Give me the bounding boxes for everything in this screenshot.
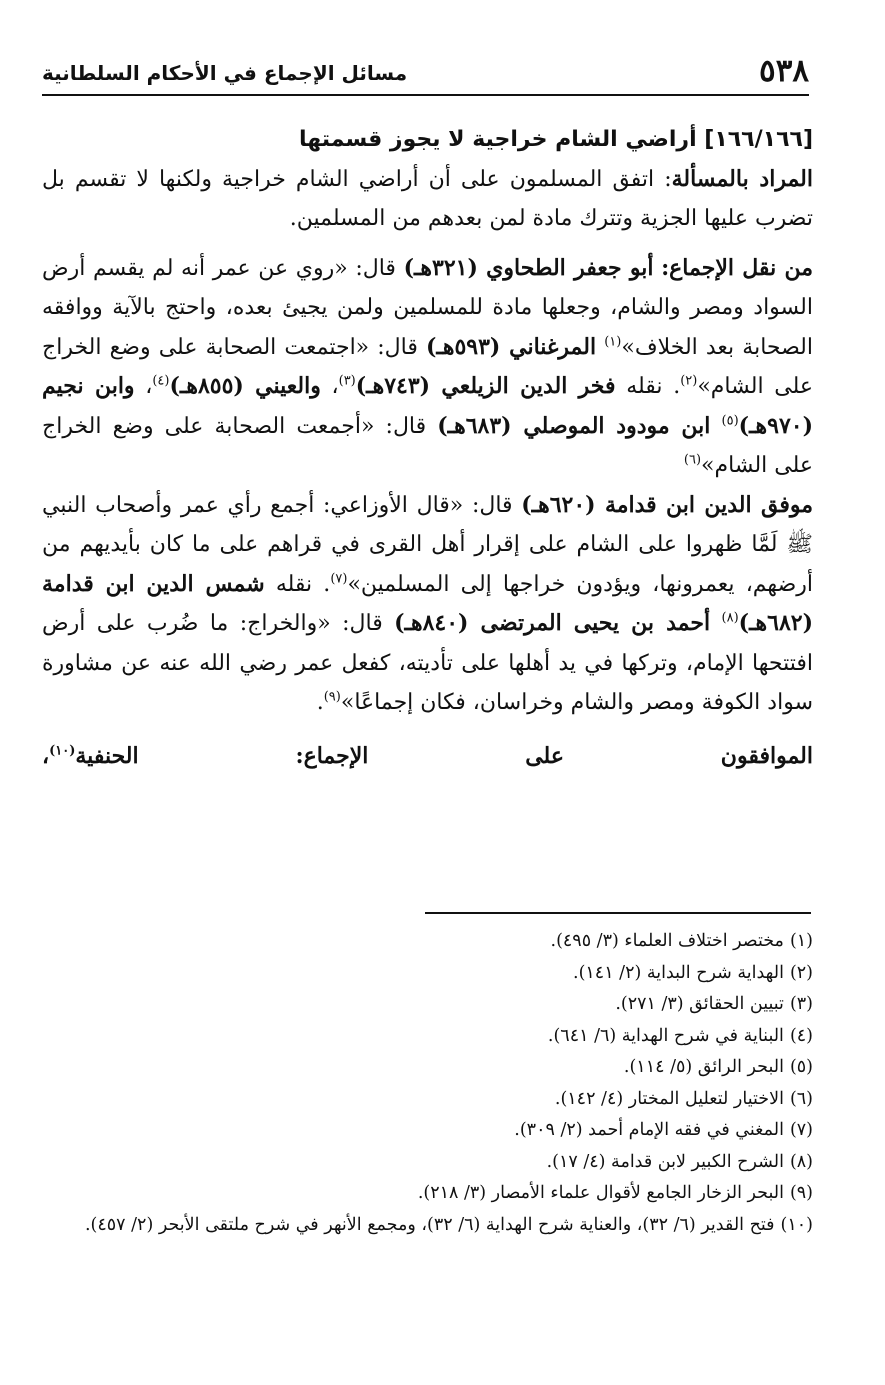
- scholar-name: شمس الدين ابن قدامة (٦٨٢هـ): [42, 570, 814, 636]
- note-ref: (٦): [683, 452, 702, 468]
- footnote-divider: [425, 912, 811, 914]
- transmitters-paragraph: [42, 249, 813, 486]
- intended-label: المراد بالمسألة: [671, 165, 813, 192]
- footnote-item: [42, 1147, 813, 1179]
- scholar-name: المرغناني (٥٩٣هـ): [426, 333, 597, 360]
- agreeing-paragraph: [42, 737, 813, 777]
- footnote-number: (٩): [789, 1183, 813, 1203]
- footnote-text: الهداية شرح البداية (٢/ ١٤١).: [573, 962, 784, 983]
- agreeing-tail: ،: [42, 742, 50, 769]
- footnote-number: (٥): [789, 1057, 813, 1077]
- note-ref: (٩): [323, 689, 341, 705]
- footnotes-list: [42, 926, 813, 1241]
- note-ref: (٥): [721, 413, 739, 429]
- scholar-name: وابن نجيم (٩٧٠هـ): [42, 373, 814, 439]
- footnote-item: [42, 1178, 813, 1210]
- footnote-text: البناية في شرح الهداية (٦/ ٦٤١).: [547, 1025, 784, 1046]
- quote-text: قال: «قال الأوزاعي: أجمع رأي عمر وأصحاب النبي ﷺ لَمَّا ظهروا على الشام على إقرار أهل القرى في قراهم على ما كان بأيديهم من أرضهم، يعمرونها، ويؤدون خراجها إلى المسلمين»: [42, 492, 813, 597]
- footnote-text: البحر الزخار الجامع لأقوال علماء الأمصار (٣/ ٢١٨).: [417, 1183, 784, 1203]
- footnote-number: (١): [789, 931, 813, 951]
- footnote-number: (٤): [789, 1025, 813, 1046]
- scholar-name: موفق الدين ابن قدامة (٦٢٠هـ): [521, 491, 813, 518]
- scholar-name: أحمد بن يحيى المرتضى (٨٤٠هـ): [394, 610, 711, 636]
- footnote-text: فتح القدير (٦/ ٣٢)، والعناية شرح الهداية (٦/ ٣٢)، ومجمع الأنهر في شرح ملتقى الأبحر (٢/ ٤٥٧).: [84, 1214, 775, 1235]
- note-ref: (٤): [152, 373, 170, 389]
- connector-text: ،: [320, 374, 339, 399]
- quote-text: قال: «والخراج: ما ضُرب على أرض افتتحها الإمام، وتركها في يد أهلها على تأديته، كفعل عمر رضي الله عنه عن مشاورة سواد الكوفة ومصر والشام وخراسان، فكان إجماعًا»: [42, 611, 813, 715]
- second-paragraph: [42, 486, 813, 723]
- page-number: ٥٣٨: [759, 53, 809, 89]
- footnote-item: [42, 926, 813, 958]
- quote-text: قال: «أجمعت الصحابة على وضع الخراج على الشام»: [42, 413, 813, 478]
- footnote-item: [42, 1115, 813, 1147]
- connector-text: [710, 611, 721, 636]
- intended-paragraph: [42, 160, 813, 239]
- footnote-text: تبيين الحقائق (٣/ ٢٧١).: [615, 994, 784, 1014]
- footnote-text: مختصر اختلاف العلماء (٣/ ٤٩٥).: [550, 931, 784, 951]
- intended-text: : اتفق المسلمون على أن أراضي الشام خراجية ولكنها لا تقسم بل تضرب عليها الجزية وتترك مادة لمن بعدهم من المسلمين.: [42, 166, 813, 231]
- issue-heading: [١٦٦/١٦٦] أراضي الشام خراجية لا يجوز قسمتها: [298, 127, 813, 152]
- connector-text: . نقله: [615, 374, 681, 399]
- scholar-name: ابن مودود الموصلي (٦٨٣هـ): [437, 412, 711, 439]
- footnote-item: [42, 1210, 813, 1242]
- scholar-name: أبو جعفر الطحاوي (٣٢١هـ): [403, 254, 654, 281]
- note-ref: (١٠): [49, 743, 76, 759]
- agreeing-label: الموافقون على الإجماع:: [295, 742, 813, 769]
- footnote-text: البحر الرائق (٥/ ١١٤).: [623, 1057, 784, 1077]
- footnote-number: (١٠): [780, 1214, 813, 1235]
- footnote-number: (٧): [789, 1120, 813, 1140]
- footnote-item: [42, 1021, 813, 1053]
- footnote-item: [42, 1052, 813, 1084]
- footnote-text: الشرح الكبير لابن قدامة (٤/ ١٧).: [546, 1151, 784, 1172]
- footnote-text: المغني في فقه الإمام أحمد (٢/ ٣٠٩).: [514, 1120, 784, 1140]
- footnote-item: [42, 1084, 813, 1116]
- connector-text: . نقله: [264, 571, 331, 597]
- scholar-name: فخر الدين الزيلعي (٧٤٣هـ): [355, 373, 616, 399]
- note-ref: (٧): [330, 571, 348, 587]
- quote-text: قال: «روي عن عمر أنه لم يقسم أرض السواد ومصر والشام، وجعلها مادة للمسلمين ولمن يجيئ بعده، واحتج بالآية ووافقه الصحابة بعد الخلاف»: [42, 255, 813, 360]
- note-ref: (٨): [721, 610, 739, 626]
- footnote-number: (٣): [789, 994, 813, 1014]
- page-header: [42, 48, 809, 96]
- agreeing-text: الحنفية: [75, 742, 296, 769]
- footnote-item: [42, 989, 813, 1021]
- main-text: [42, 120, 813, 776]
- running-title: مسائل الإجماع في الأحكام السلطانية: [42, 61, 408, 85]
- quote-text: قال: «اجتمعت الصحابة على وضع الخراج على الشام»: [42, 334, 813, 399]
- connector-text: .: [316, 690, 324, 715]
- footnote-number: (٢): [789, 962, 813, 983]
- scholar-name: والعيني (٨٥٥هـ): [169, 373, 321, 399]
- note-ref: (٣): [338, 373, 356, 389]
- footnote-item: [42, 958, 813, 990]
- note-ref: (١): [604, 334, 622, 350]
- footnote-number: (٨): [789, 1151, 813, 1172]
- connector-text: ،: [134, 374, 153, 399]
- footnote-number: (٦): [789, 1088, 813, 1109]
- footnote-text: الاختيار لتعليل المختار (٤/ ١٤٢).: [554, 1088, 784, 1109]
- connector-text: [710, 414, 721, 439]
- note-ref: (٢): [680, 373, 698, 389]
- transmitters-label: من نقل الإجماع:: [661, 254, 813, 281]
